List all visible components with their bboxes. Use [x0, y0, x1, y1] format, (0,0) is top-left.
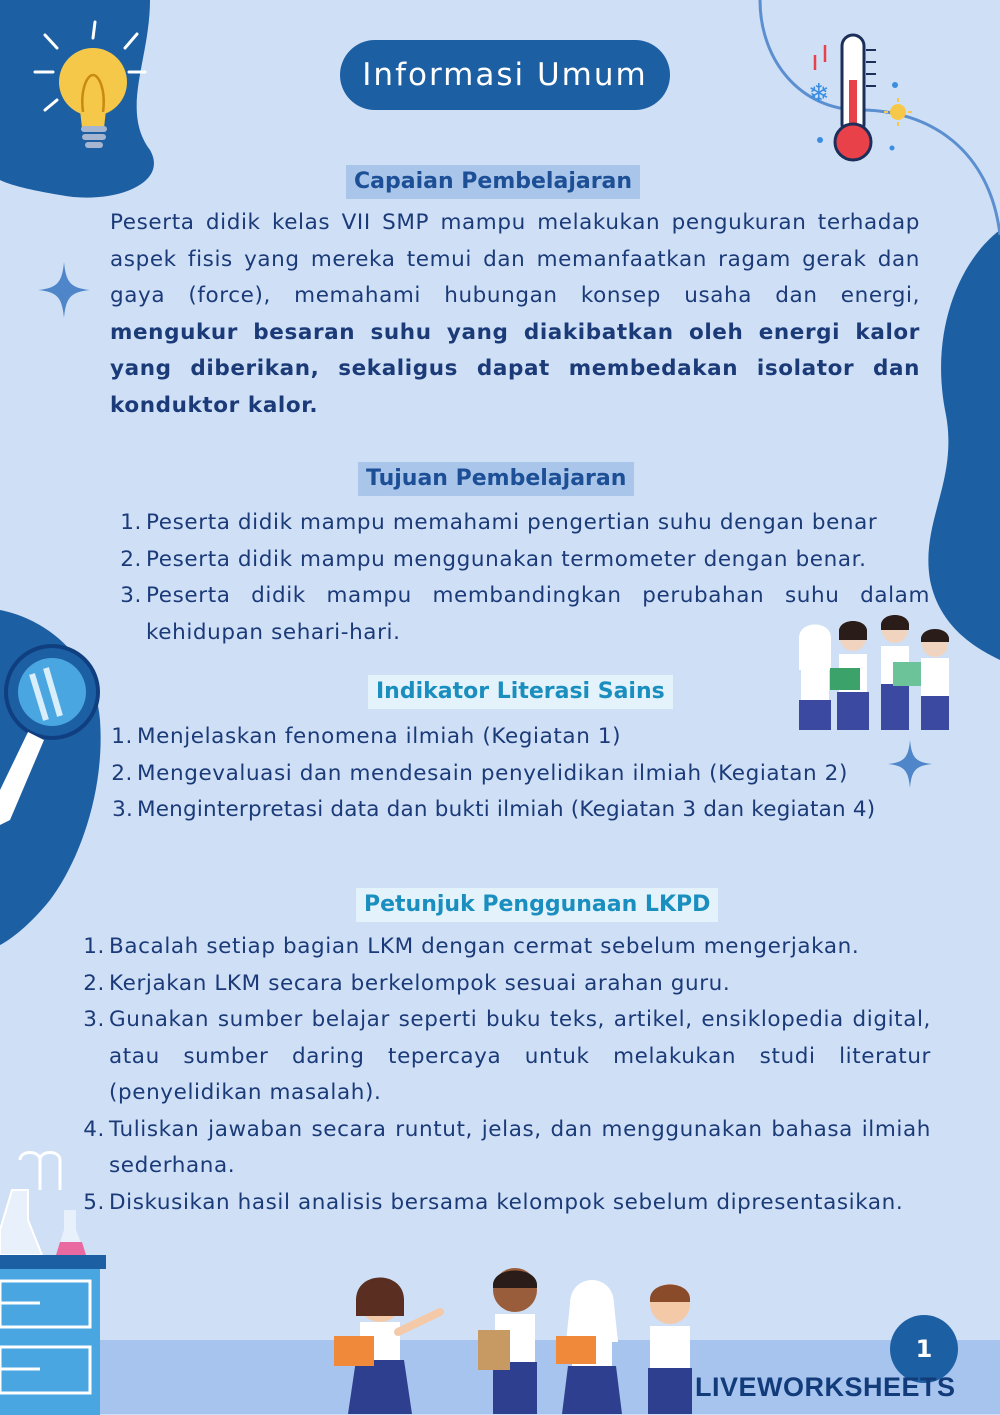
list-text: Bacalah setiap bagian LKM dengan cermat sebelum mengerjakan.: [109, 934, 860, 959]
cabinet-icon: [0, 1255, 110, 1415]
list-item: [120, 578, 930, 651]
page-title: Informasi Umum: [340, 40, 670, 110]
list-text: Peserta didik mampu memahami pengertian suhu dengan benar: [146, 510, 878, 535]
list-number: 3.: [83, 1007, 105, 1032]
capaian-text-plain: Peserta didik kelas VII SMP mampu melakukan pengukuran terhadap aspek fisis yang mereka temui dan memanfaatkan ragam gerak dan gaya (force), memahami hubungan konsep usaha dan energi,: [110, 210, 920, 308]
lightbulb-icon: [25, 20, 155, 160]
list-text: Gunakan sumber belajar seperti buku teks, artikel, ensiklopedia digital, atau sumber daring tepercaya untuk melakukan studi literatur (penyelidikan masalah).: [109, 1007, 931, 1105]
liveworksheets-logo[interactable]: LIVEWORKSHEETS: [695, 1372, 956, 1402]
list-number: 1.: [111, 724, 133, 749]
petunjuk-list: [83, 929, 931, 1221]
list-text: Menginterpretasi data dan bukti ilmiah (Kegiatan 3 dan kegiatan 4): [137, 797, 876, 822]
list-number: 3.: [112, 797, 133, 822]
list-text: Mengevaluasi dan mendesain penyelidikan ilmiah (Kegiatan 2): [137, 760, 848, 786]
list-item: [111, 719, 967, 756]
thermometer-icon: [800, 30, 920, 170]
list-text: Peserta didik mampu menggunakan termometer dengan benar.: [146, 546, 867, 572]
capaian-text-bold: mengukur besaran suhu yang diakibatkan oleh energi kalor yang diberikan, sekaligus dapat membedakan isolator dan konduktor kalor.: [110, 319, 920, 418]
list-item: [120, 505, 930, 542]
indikator-heading: Indikator Literasi Sains: [368, 675, 673, 709]
page-number: 1: [890, 1315, 958, 1383]
capaian-heading: Capaian Pembelajaran: [346, 165, 640, 199]
list-item: [83, 1185, 931, 1222]
students-illustration: [330, 1260, 710, 1414]
tujuan-list: [120, 505, 930, 651]
sparkle-icon: [38, 262, 90, 318]
indikator-list: [111, 719, 967, 829]
list-text: Menjelaskan fenomena ilmiah (Kegiatan 1): [137, 724, 622, 749]
list-item: [83, 1112, 931, 1185]
list-item: [120, 542, 930, 579]
list-number: 3.: [120, 583, 142, 608]
list-text: Tuliskan jawaban secara runtut, jelas, dan menggunakan bahasa ilmiah sederhana.: [109, 1116, 931, 1178]
list-number: 1.: [83, 934, 105, 959]
list-number: 2.: [83, 970, 105, 996]
list-number: 1.: [120, 510, 142, 535]
list-number: 4.: [83, 1116, 105, 1142]
list-item: [111, 756, 967, 793]
capaian-paragraph: [110, 205, 920, 424]
magnifier-icon: [0, 640, 110, 830]
list-item: [83, 1002, 931, 1112]
list-number: 2.: [111, 760, 133, 786]
tujuan-heading: Tujuan Pembelajaran: [358, 462, 634, 496]
petunjuk-heading: Petunjuk Penggunaan LKPD: [356, 888, 718, 922]
list-number: 2.: [120, 546, 142, 572]
list-number: 5.: [83, 1189, 105, 1215]
list-item: [83, 966, 931, 1003]
list-text: Diskusikan hasil analisis bersama kelompok sebelum dipresentasikan.: [109, 1189, 904, 1215]
list-text: Peserta didik mampu membandingkan perubahan suhu dalam kehidupan sehari-hari.: [146, 583, 930, 645]
list-text: Kerjakan LKM secara berkelompok sesuai arahan guru.: [109, 970, 731, 996]
list-item: [83, 929, 931, 966]
svg-text:❄: ❄: [808, 79, 830, 109]
list-item: [112, 792, 967, 829]
